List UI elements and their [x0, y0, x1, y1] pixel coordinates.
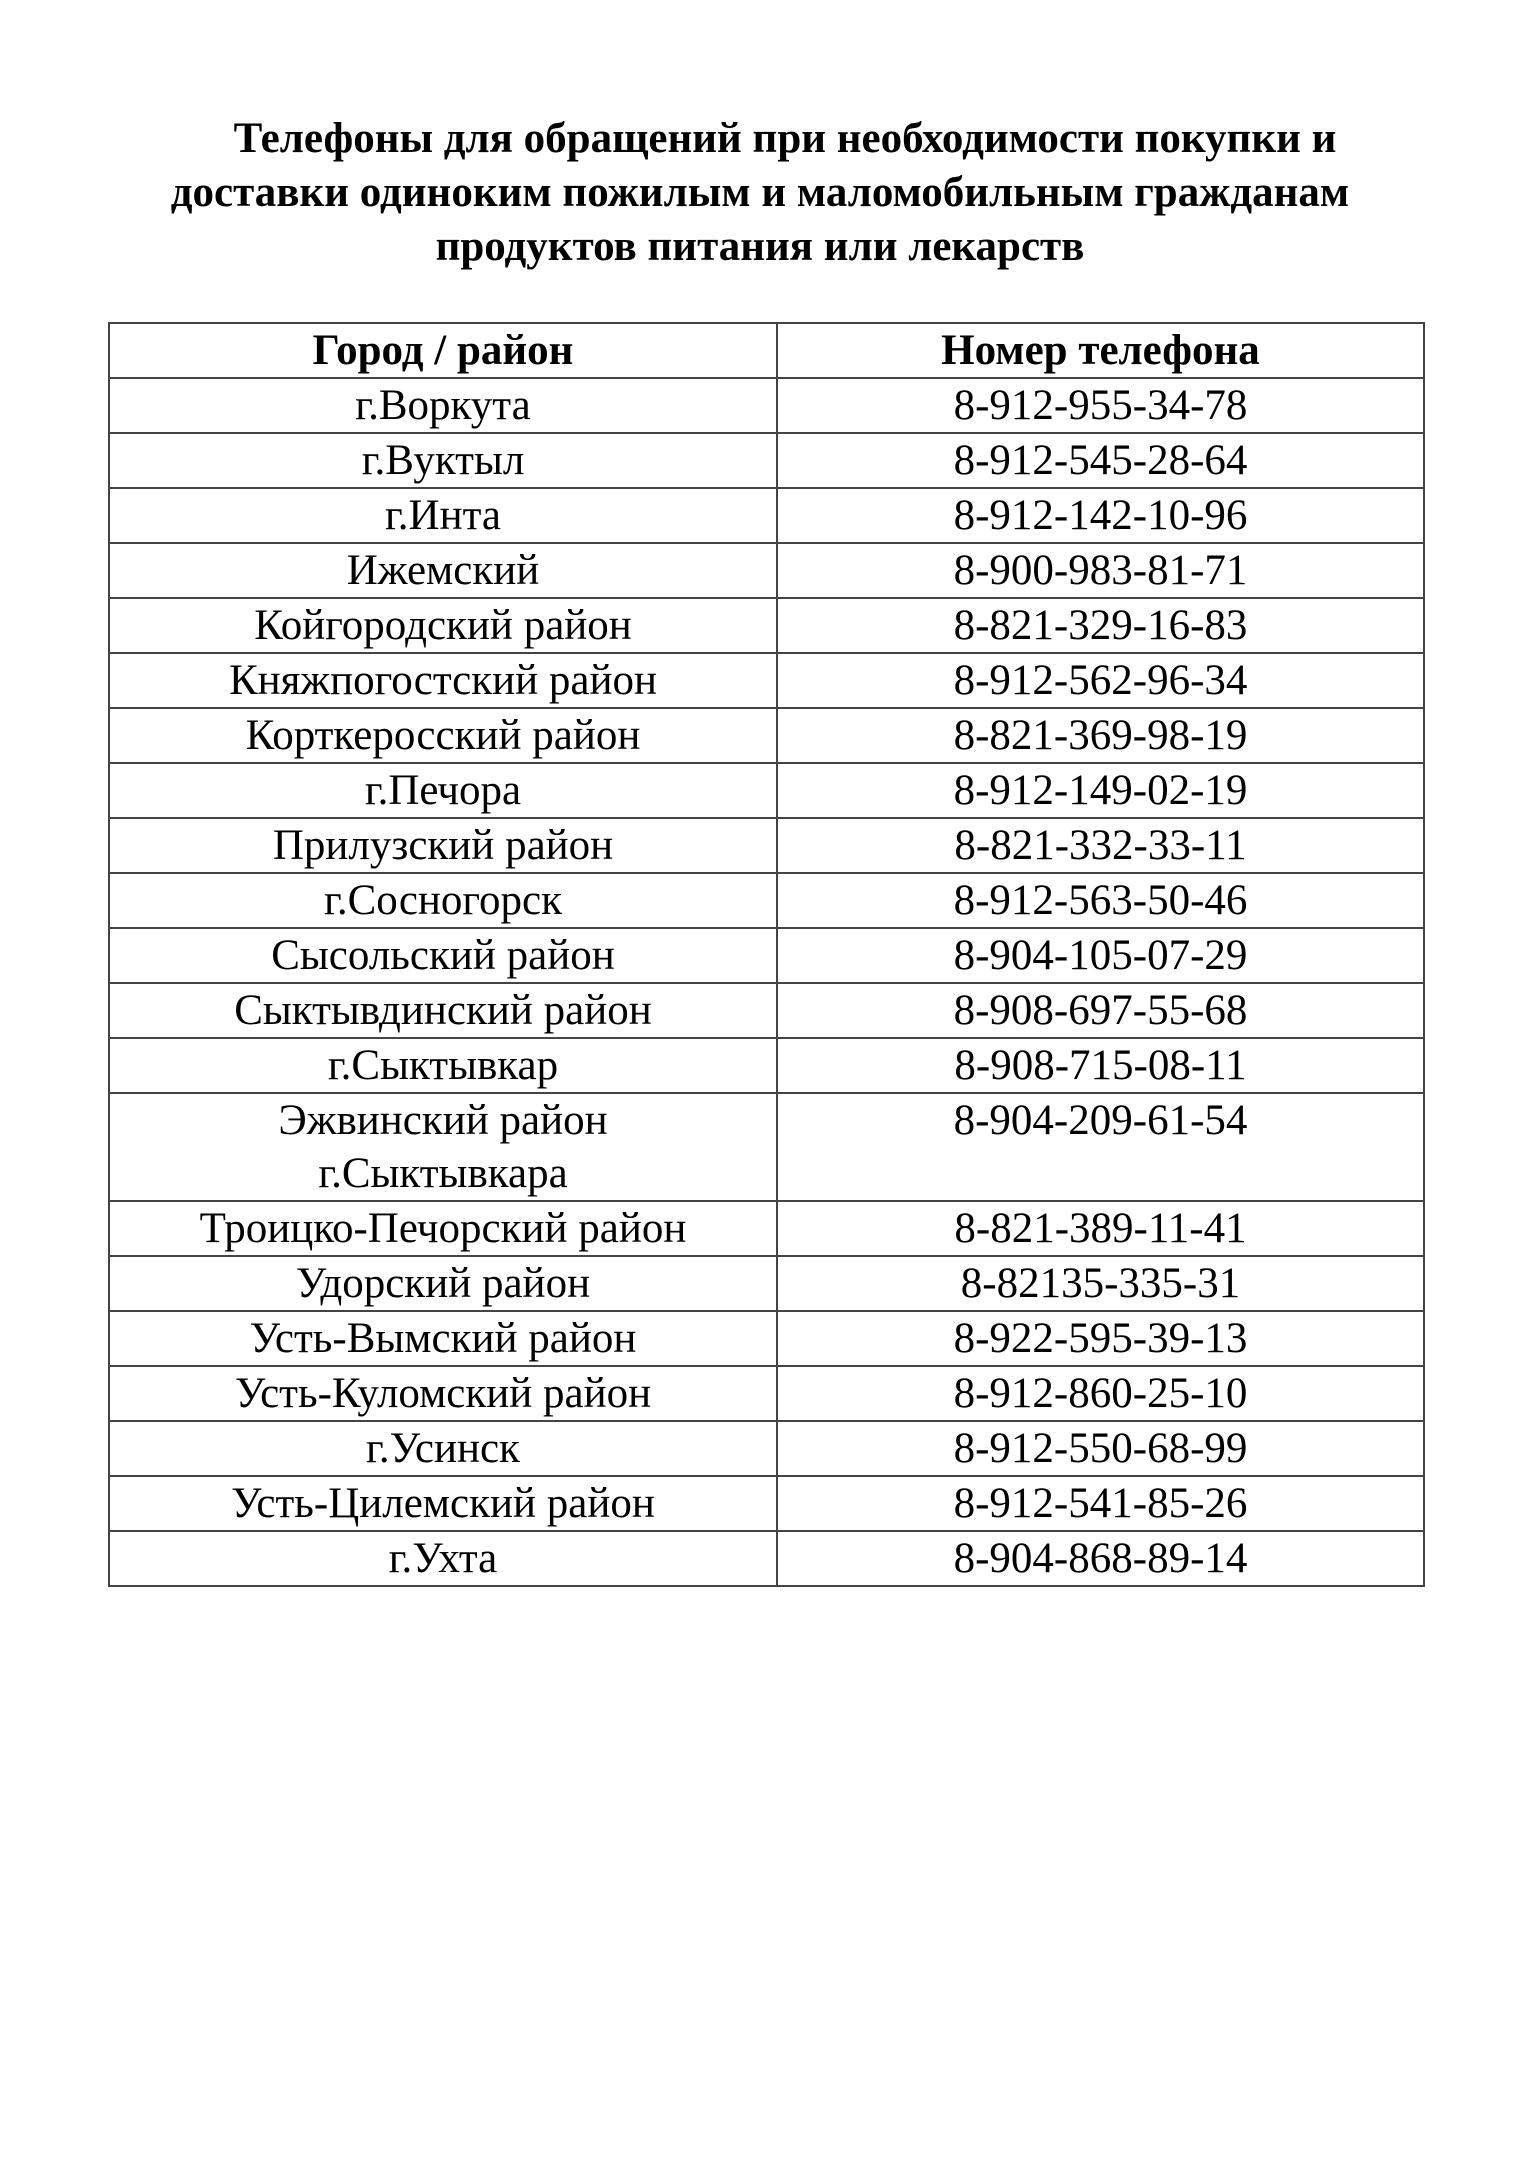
- city-cell: г.Вуктыл: [109, 433, 777, 488]
- table-row: [109, 1311, 1424, 1366]
- city-cell: Усть-Куломский район: [109, 1366, 777, 1421]
- table-row: [109, 708, 1424, 763]
- table-row: [109, 1038, 1424, 1093]
- city-cell: Сыктывдинский район: [109, 983, 777, 1038]
- table-row: [109, 653, 1424, 708]
- table-row: [109, 763, 1424, 818]
- city-cell: Усть-Вымский район: [109, 1311, 777, 1366]
- phone-cell: 8-908-715-08-11: [777, 1038, 1424, 1093]
- phone-cell: 8-912-545-28-64: [777, 433, 1424, 488]
- city-cell: г.Воркута: [109, 378, 777, 433]
- table-row: [109, 873, 1424, 928]
- header-city: Город / район: [109, 323, 777, 378]
- table-row: [109, 1476, 1424, 1531]
- table-row: [109, 1093, 1424, 1201]
- city-cell: Прилузский район: [109, 818, 777, 873]
- phone-cell: 8-821-389-11-41: [777, 1201, 1424, 1256]
- phone-cell: 8-908-697-55-68: [777, 983, 1424, 1038]
- city-cell: Койгородский район: [109, 598, 777, 653]
- phone-cell: 8-912-563-50-46: [777, 873, 1424, 928]
- phone-cell: 8-912-541-85-26: [777, 1476, 1424, 1531]
- phone-cell: 8-912-142-10-96: [777, 488, 1424, 543]
- phone-cell: 8-912-955-34-78: [777, 378, 1424, 433]
- table-row: [109, 543, 1424, 598]
- table-header-row: [109, 323, 1424, 378]
- table-row: [109, 1421, 1424, 1476]
- city-cell: г.Усинск: [109, 1421, 777, 1476]
- phone-cell: 8-821-329-16-83: [777, 598, 1424, 653]
- phone-cell: 8-912-562-96-34: [777, 653, 1424, 708]
- table-row: [109, 983, 1424, 1038]
- phone-cell: 8-821-369-98-19: [777, 708, 1424, 763]
- city-cell: Сысольский район: [109, 928, 777, 983]
- table-row: [109, 928, 1424, 983]
- table-row: [109, 1531, 1424, 1586]
- city-cell: Корткеросский район: [109, 708, 777, 763]
- phone-cell: 8-904-105-07-29: [777, 928, 1424, 983]
- city-cell: Удорский район: [109, 1256, 777, 1311]
- phone-cell: 8-82135-335-31: [777, 1256, 1424, 1311]
- table-row: [109, 488, 1424, 543]
- city-cell: Троицко-Печорский район: [109, 1201, 777, 1256]
- phone-cell: 8-900-983-81-71: [777, 543, 1424, 598]
- header-phone: Номер телефона: [777, 323, 1424, 378]
- table-row: [109, 1256, 1424, 1311]
- phone-table: [108, 322, 1425, 1587]
- title-line: Телефоны для обращений при необходимости покупки и: [233, 115, 1337, 162]
- table-row: [109, 818, 1424, 873]
- city-cell: [109, 1093, 777, 1201]
- city-cell: г.Ухта: [109, 1531, 777, 1586]
- phone-cell: 8-912-860-25-10: [777, 1366, 1424, 1421]
- table-row: [109, 433, 1424, 488]
- document-title: [110, 112, 1410, 274]
- phone-cell: 8-904-209-61-54: [777, 1093, 1424, 1201]
- city-cell: г.Сыктывкар: [109, 1038, 777, 1093]
- city-cell: г.Печора: [109, 763, 777, 818]
- city-cell: г.Инта: [109, 488, 777, 543]
- phone-cell: 8-904-868-89-14: [777, 1531, 1424, 1586]
- title-line: продуктов питания или лекарств: [435, 223, 1085, 270]
- table-row: [109, 1366, 1424, 1421]
- title-line: доставки одиноким пожилым и маломобильным гражданам: [170, 169, 1350, 216]
- city-cell: Усть-Цилемский район: [109, 1476, 777, 1531]
- phone-cell: 8-912-149-02-19: [777, 763, 1424, 818]
- city-line: г.Сыктывкара: [318, 1150, 568, 1197]
- table-row: [109, 378, 1424, 433]
- table-row: [109, 1201, 1424, 1256]
- phone-cell: 8-922-595-39-13: [777, 1311, 1424, 1366]
- city-cell: г.Сосногорск: [109, 873, 777, 928]
- city-cell: Княжпогостский район: [109, 653, 777, 708]
- city-cell: Ижемский: [109, 543, 777, 598]
- phone-cell: 8-821-332-33-11: [777, 818, 1424, 873]
- city-line: Эжвинский район: [278, 1097, 608, 1144]
- phone-cell: 8-912-550-68-99: [777, 1421, 1424, 1476]
- table-row: [109, 598, 1424, 653]
